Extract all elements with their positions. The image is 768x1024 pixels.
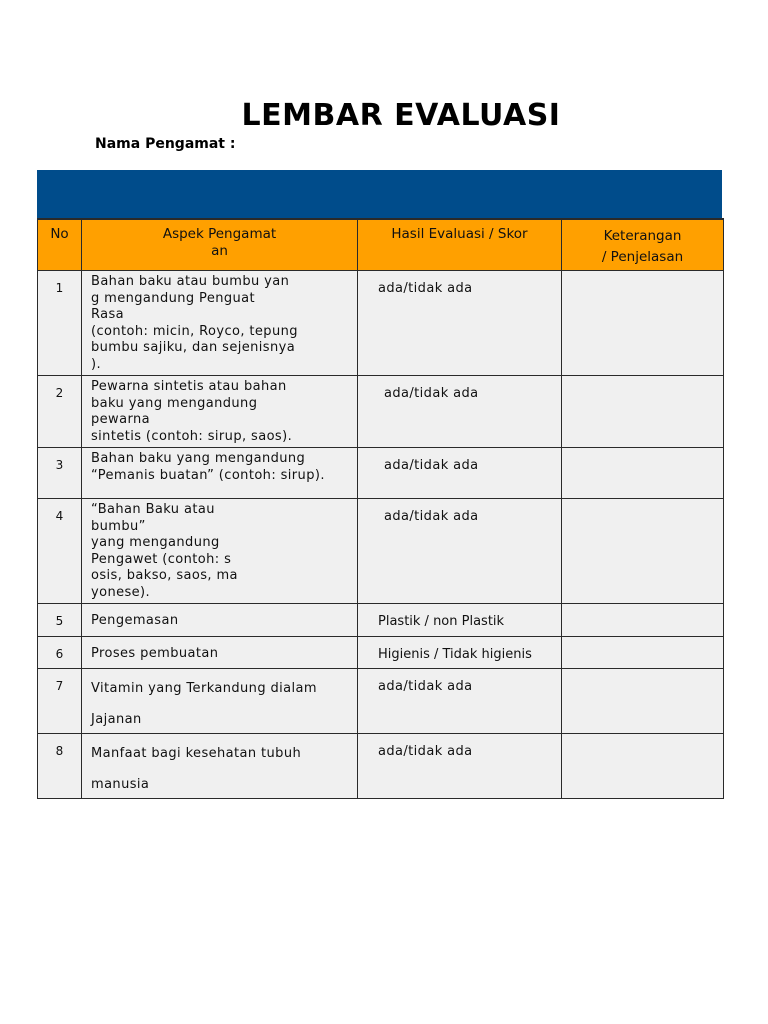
aspect-line: pewarna	[91, 412, 150, 427]
result-cell: ada/tidak ada	[358, 669, 562, 734]
aspect-cell	[82, 448, 358, 499]
document-title: LEMBAR EVALUASI	[241, 98, 561, 133]
aspect-cell	[82, 271, 358, 376]
header-aspek-line1: Aspek Pengamat	[162, 226, 277, 242]
row-number: 3	[38, 448, 82, 499]
table-header-row	[38, 219, 724, 271]
aspect-line: Jajanan	[91, 712, 142, 727]
aspect-line: bumbu sajiku, dan sejenisnya	[91, 340, 296, 355]
table-row	[38, 448, 724, 499]
aspect-line: “Pemanis buatan” (contoh: sirup).	[91, 467, 325, 483]
result-cell: ada/tidak ada	[358, 271, 562, 376]
result-cell: ada/tidak ada	[358, 376, 562, 448]
aspect-line: Rasa	[91, 307, 125, 322]
row-number: 2	[38, 376, 82, 448]
result-cell: Plastik / non Plastik	[358, 604, 562, 637]
header-aspek	[82, 219, 358, 271]
aspect-line: Manfaat bagi kesehatan tubuh	[91, 746, 302, 761]
table-row	[38, 637, 724, 669]
aspect-cell	[82, 637, 358, 669]
note-cell	[562, 448, 724, 499]
aspect-line: ).	[91, 356, 102, 372]
aspect-line: Pengawet (contoh: s	[91, 551, 232, 567]
aspect-cell	[82, 669, 358, 734]
note-cell	[562, 734, 724, 799]
result-cell: Higienis / Tidak higienis	[358, 637, 562, 669]
header-keterangan-line1: Keterangan	[603, 228, 682, 244]
note-cell	[562, 637, 724, 669]
aspect-line: bumbu”	[91, 518, 146, 534]
aspect-line: “Bahan Baku atau	[91, 502, 215, 517]
aspect-cell	[82, 604, 358, 637]
aspect-cell	[82, 734, 358, 799]
aspect-line: Vitamin yang Terkandung dialam	[91, 681, 317, 696]
header-keterangan	[562, 219, 724, 271]
table-row	[38, 499, 724, 604]
row-number: 6	[38, 637, 82, 669]
row-number: 5	[38, 604, 82, 637]
observer-name-label: Nama Pengamat :	[95, 136, 236, 152]
note-cell	[562, 499, 724, 604]
aspect-cell	[82, 376, 358, 448]
result-cell: ada/tidak ada	[358, 499, 562, 604]
aspect-line: Proses pembuatan	[91, 646, 219, 661]
aspect-line: Pengemasan	[91, 613, 179, 628]
aspect-cell	[82, 499, 358, 604]
aspect-line: Pewarna sintetis atau bahan	[91, 379, 287, 394]
aspect-line: yonese).	[91, 584, 151, 600]
row-number: 8	[38, 734, 82, 799]
row-number: 1	[38, 271, 82, 376]
aspect-line: sintetis (contoh: sirup, saos).	[91, 428, 293, 444]
evaluation-table	[37, 218, 724, 799]
result-cell: ada/tidak ada	[358, 734, 562, 799]
note-cell	[562, 376, 724, 448]
aspect-line: Bahan baku atau bumbu yan	[91, 274, 290, 289]
note-cell	[562, 669, 724, 734]
aspect-line: yang mengandung	[91, 535, 220, 550]
row-number: 4	[38, 499, 82, 604]
aspect-line: baku yang mengandung	[91, 395, 258, 411]
aspect-line: osis, bakso, saos, ma	[91, 568, 238, 583]
note-cell	[562, 271, 724, 376]
header-keterangan-line2: / Penjelasan	[601, 249, 684, 265]
table-banner	[37, 170, 722, 218]
table-row	[38, 271, 724, 376]
header-hasil: Hasil Evaluasi / Skor	[358, 219, 562, 271]
header-no: No	[38, 219, 82, 271]
aspect-line: Bahan baku yang mengandung	[91, 451, 306, 466]
table-row	[38, 604, 724, 637]
result-cell: ada/tidak ada	[358, 448, 562, 499]
table-row	[38, 669, 724, 734]
table-row	[38, 734, 724, 799]
table-row	[38, 376, 724, 448]
aspect-line: manusia	[91, 777, 150, 792]
note-cell	[562, 604, 724, 637]
aspect-line: (contoh: micin, Royco, tepung	[91, 323, 298, 339]
header-aspek-line2: an	[211, 243, 228, 259]
row-number: 7	[38, 669, 82, 734]
aspect-line: g mengandung Penguat	[91, 290, 256, 306]
